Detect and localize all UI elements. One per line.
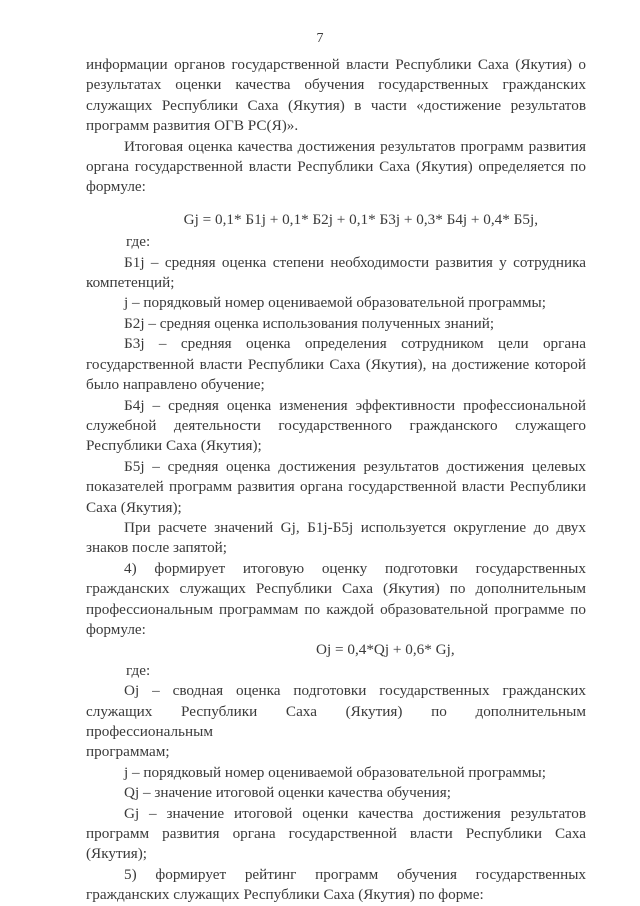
text-line: гражданских служащих Республики Саха (Якутия) по дополнительным — [86, 580, 586, 598]
text-line: профессиональным программам по каждой образовательной программе по — [86, 600, 586, 618]
text-line: служебной деятельности государственного гражданского служащего — [86, 416, 586, 434]
text-line: информации органов государственной власти Республики Саха (Якутия) о — [86, 56, 586, 73]
text-line: служащих Республики Саха (Якутия) по дополнительным профессиональным — [86, 702, 586, 740]
text-line: Б1j – средняя оценка степени необходимости развития у сотрудника — [124, 253, 586, 271]
where-label: где: — [126, 661, 151, 679]
text-line: Саха (Якутия); — [86, 498, 182, 516]
text-line: компетенций; — [86, 274, 175, 292]
text-line: результатах оценки качества обучения государственных гражданских — [86, 76, 586, 94]
page-body — [86, 55, 586, 906]
text-line: Gj – значение итоговой оценки качества достижения результатов — [124, 804, 586, 822]
page-number: 7 — [316, 31, 324, 46]
text-line: Qj – значение итоговой оценки качества обучения; — [124, 784, 451, 802]
text-line: знаков после запятой; — [86, 539, 228, 557]
text-line: j – порядковый номер оцениваемой образовательной программы; — [124, 763, 546, 781]
text-line: служащих Республики Саха (Якутия) в части «достижение результатов — [86, 96, 586, 114]
text-line: формуле: — [86, 620, 146, 638]
text-line: программ развития органа государственной власти Республики Саха (Якутия); — [86, 825, 586, 863]
text-line: 5) формирует рейтинг программ обучения государственных — [124, 865, 586, 883]
text-line: Б4j – средняя оценка изменения эффективности профессиональной — [124, 396, 586, 414]
text-line: показателей программ развития органа государственной власти Республики — [86, 478, 586, 496]
where-label: где: — [126, 233, 151, 251]
text-line: Итоговая оценка качества достижения результатов программ развития — [124, 137, 586, 155]
text-line: Республики Саха (Якутия); — [86, 437, 262, 455]
text-line: формуле: — [86, 178, 146, 196]
text-line: 4) формирует итоговую оценку подготовки государственных — [124, 559, 586, 577]
text-line: Б3j – средняя оценка определения сотрудником цели органа — [124, 335, 586, 353]
text-line: было направлено обучение; — [86, 376, 265, 394]
text-line: гражданских служащих Республики Саха (Якутия) по форме: — [86, 886, 484, 904]
formula-g: Gj = 0,1* Б1j + 0,1* Б2j + 0,1* Б3j + 0,3* Б4j + 0,4* Б5j, — [183, 210, 538, 228]
text-line: При расчете значений Gj, Б1j-Б5j используется округление до двух — [124, 518, 586, 536]
text-line: j – порядковый номер оцениваемой образовательной программы; — [124, 294, 546, 312]
text-line: государственной власти Республики Саха (Якутия), на достижение которой — [86, 355, 586, 373]
text-line: Б2j – средняя оценка использования полученных знаний; — [124, 314, 495, 332]
formula-o: Oj = 0,4*Qj + 0,6* Gj, — [316, 641, 455, 659]
text-line: органа государственной власти Республики Саха (Якутия) определяется по — [86, 158, 586, 176]
text-line: Б5j – средняя оценка достижения результатов достижения целевых — [124, 457, 586, 475]
text-line: программ развития ОГВ РС(Я)». — [86, 117, 299, 135]
text-line: Oj – сводная оценка подготовки государственных гражданских — [124, 682, 586, 700]
text-line: программам; — [86, 743, 170, 761]
